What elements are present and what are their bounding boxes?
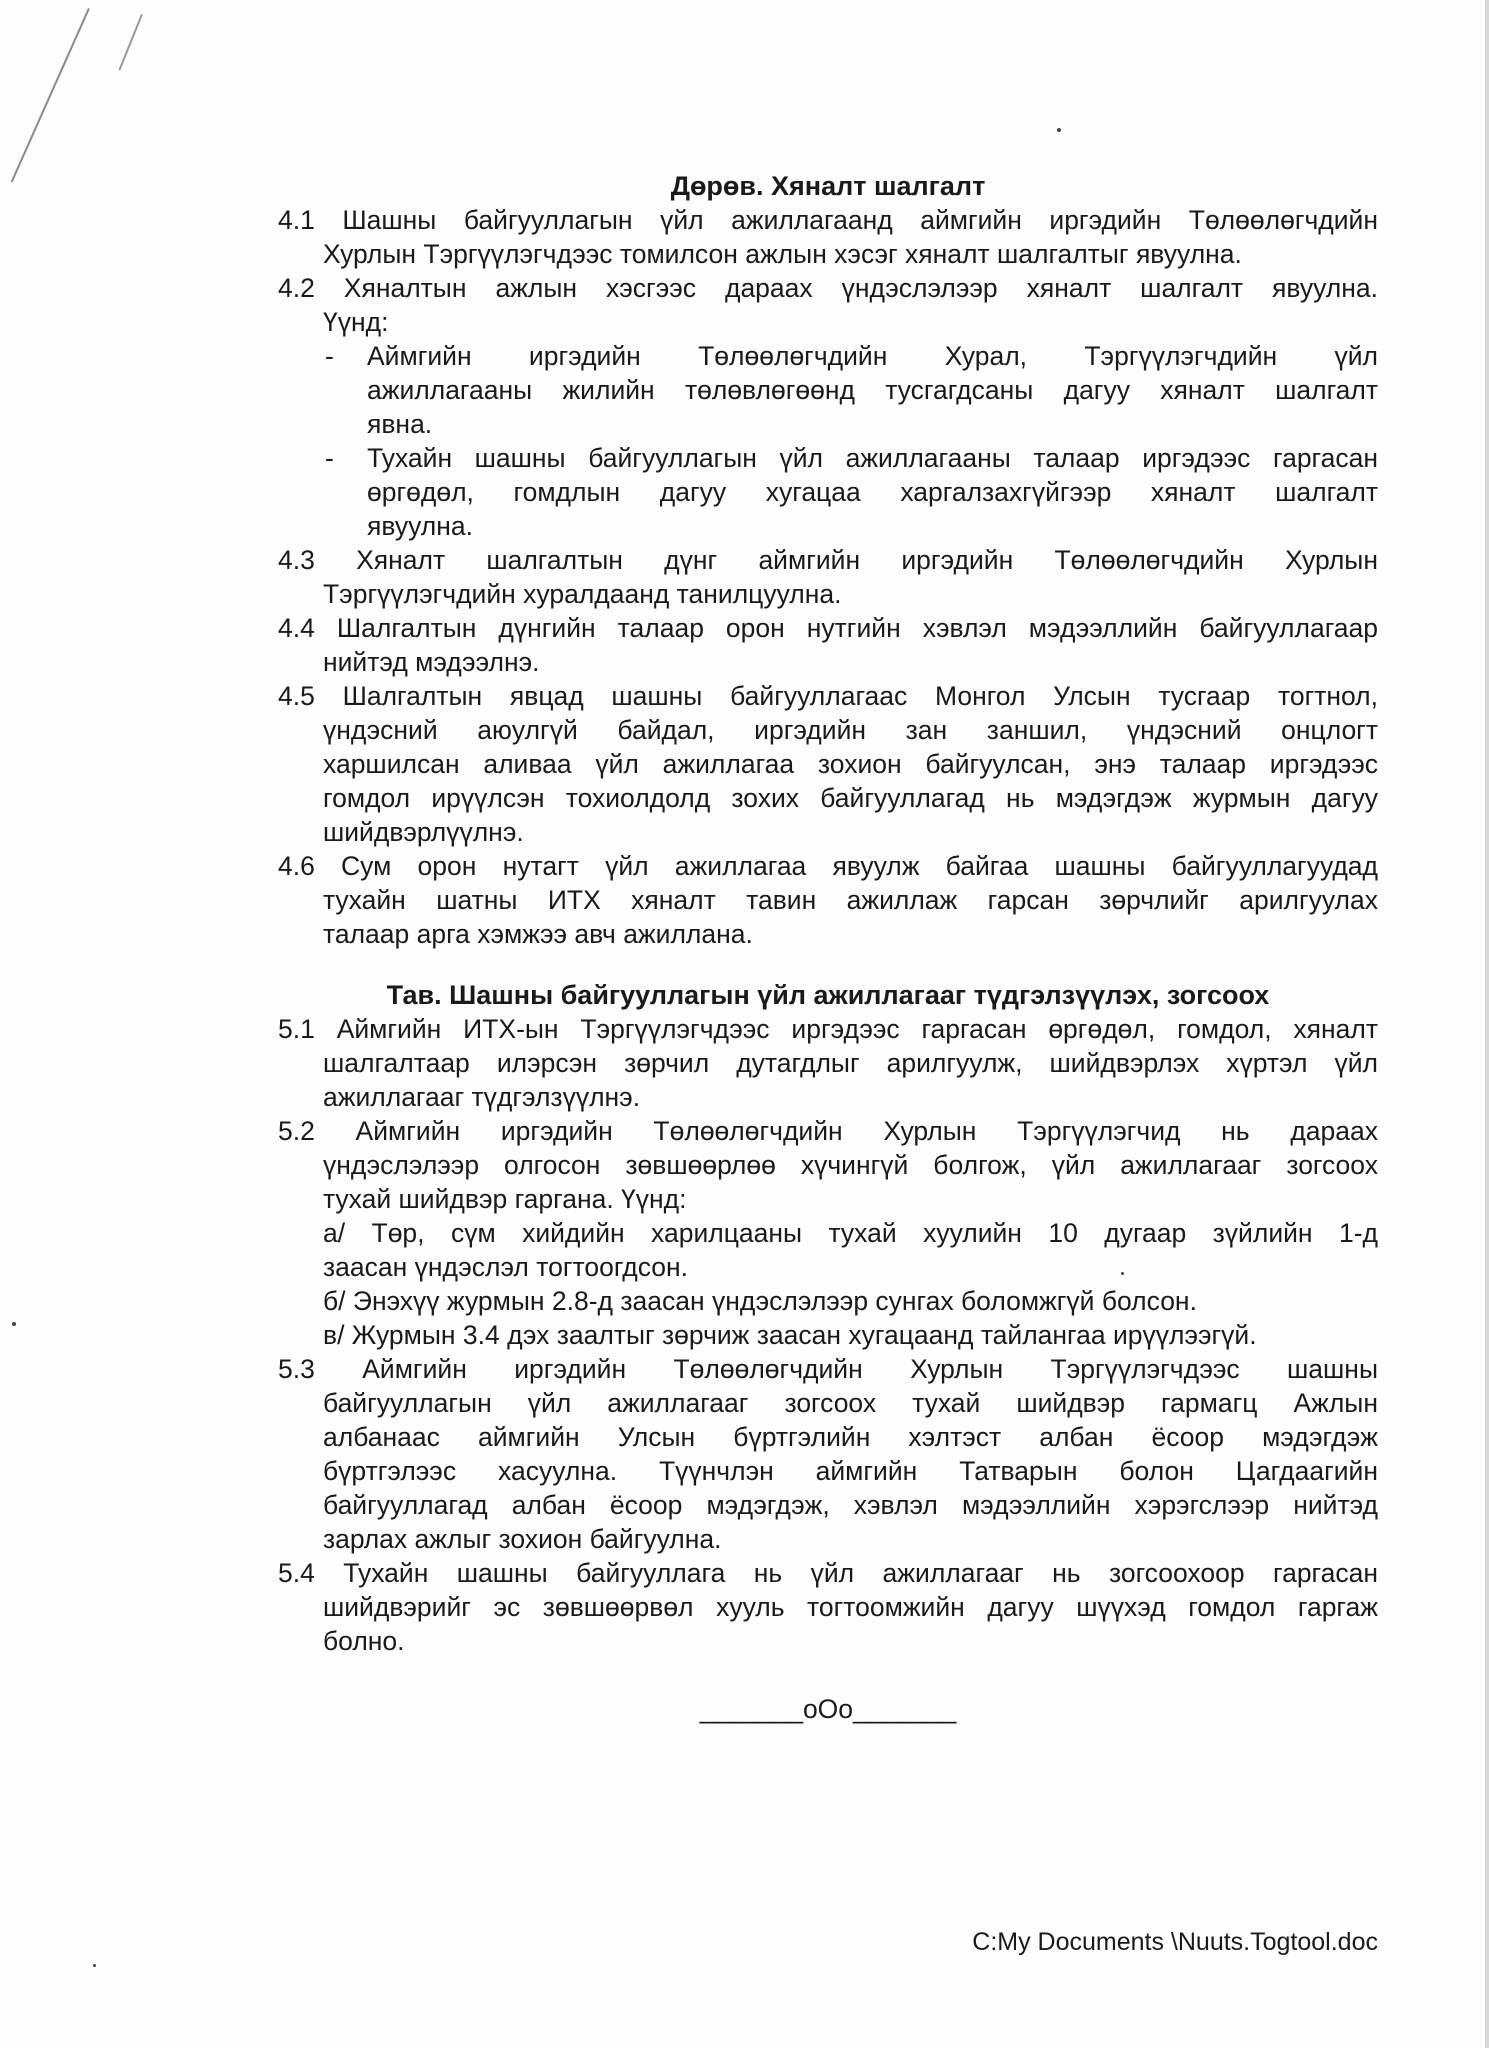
para-5-3-cont: байгууллагад албан ёсоор мэдэгдэж, хэвлэл мэдээллийн хэрэгслээр нийтэд — [323, 1490, 1378, 1520]
para-4-2: 4.2 Хяналтын ажлын хэсгээс дараах үндэслэлээр хяналт шалгалт явуулна. — [278, 273, 1378, 303]
scan-speck — [1121, 1272, 1124, 1275]
bullet-4-2-b-end: явуулна. — [367, 511, 473, 541]
para-4-1-cont: Хурлын Тэргүүлэгчдээс томилсон ажлын хэсэг хяналт шалгалтыг явуулна. — [323, 239, 1242, 269]
item-5-2-b: б/ Энэхүү журмын 2.8-д заасан үндэслэлээр сунгах боломжгүй болсон. — [323, 1286, 1197, 1316]
bullet-dash: - — [325, 341, 334, 371]
para-4-3: 4.3 Хяналт шалгалтын дүнг аймгийн иргэдийн Төлөөлөгчдийн Хурлын — [278, 545, 1378, 575]
bullet-4-2-b: Тухайн шашны байгууллагын үйл ажиллагааны талаар иргэдээс гаргасан — [367, 443, 1378, 473]
para-5-3-cont: байгууллагын үйл ажиллагааг зогсоох тухай шийдвэр гармагц Ажлын — [323, 1388, 1378, 1418]
bullet-4-2-b-cont: өргөдөл, гомдлын дагуу хугацаа харгалзахгүйгээр хяналт шалгалт — [367, 477, 1378, 507]
footer-file-path: C:My Documents \Nuuts.Togtool.doc — [972, 1928, 1378, 1956]
para-5-3-end: зарлах ажлыг зохион байгуулна. — [323, 1524, 722, 1554]
bullet-4-2-a: Аймгийн иргэдийн Төлөөлөгчдийн Хурал, Тэргүүлэгчдийн үйл — [367, 341, 1378, 371]
end-divider: _______oOo_______ — [699, 1694, 957, 1724]
bullet-dash: - — [325, 443, 334, 473]
scan-mark — [119, 14, 143, 70]
item-5-2-a-cont: заасан үндэслэл тогтоогдсон. — [323, 1252, 689, 1282]
para-4-5-end: шийдвэрлүүлнэ. — [323, 817, 524, 847]
section-4-heading: Дөрөв. Хяналт шалгалт — [670, 171, 986, 201]
page-edge — [1485, 0, 1489, 2048]
para-5-4-cont: шийдвэрийг эс зөвшөөрвөл хууль тогтоомжийн дагуу шүүхэд гомдол гаргаж — [323, 1592, 1378, 1622]
para-4-4: 4.4 Шалгалтын дүнгийн талаар орон нутгийн хэвлэл мэдээллийн байгууллагаар — [278, 613, 1378, 643]
scan-speck — [1057, 128, 1061, 132]
para-4-5: 4.5 Шалгалтын явцад шашны байгууллагаас Монгол Улсын тусгаар тогтнол, — [278, 681, 1378, 711]
para-5-1: 5.1 Аймгийн ИТХ-ын Тэргүүлэгчдээс иргэдээс гаргасан өргөдөл, гомдол, хяналт — [278, 1014, 1378, 1044]
section-5-heading: Тав. Шашны байгууллагын үйл ажиллагааг түдгэлзүүлэх, зогсоох — [386, 980, 1270, 1010]
scan-speck — [93, 1964, 96, 1967]
para-5-4: 5.4 Тухайн шашны байгууллага нь үйл ажиллагааг нь зогсоохоор гаргасан — [278, 1558, 1378, 1588]
scan-speck — [12, 1322, 16, 1326]
para-4-6: 4.6 Сум орон нутагт үйл ажиллагаа явуулж байгаа шашны байгууллагуудад — [278, 851, 1378, 881]
bullet-4-2-a-cont: ажиллагааны жилийн төлөвлөгөөнд тусгагдсаны дагуу хяналт шалгалт — [367, 375, 1378, 405]
para-4-3-cont: Тэргүүлэгчдийн хуралдаанд танилцуулна. — [323, 579, 842, 609]
para-4-5-cont: харшилсан аливаа үйл ажиллагаа зохион байгуулсан, энэ талаар иргэдээс — [323, 749, 1378, 779]
para-5-2-cont: үндэслэлээр олгосон зөвшөөрлөө хүчингүй болгож, үйл ажиллагааг зогсоох — [323, 1150, 1378, 1180]
para-4-4-cont: нийтэд мэдээлнэ. — [323, 647, 540, 677]
para-5-3-cont: бүртгэлээс хасуулна. Түүнчлэн аймгийн Татварын болон Цагдаагийн — [323, 1456, 1378, 1486]
para-4-5-cont: гомдол ирүүлсэн тохиолдолд зохих байгууллагад нь мэдэгдэж журмын дагуу — [323, 783, 1378, 813]
para-4-6-end: талаар арга хэмжээ авч ажиллана. — [323, 919, 753, 949]
para-5-4-end: болно. — [323, 1626, 405, 1656]
bullet-4-2-a-end: явна. — [367, 409, 433, 439]
para-5-1-cont: шалгалтаар илэрсэн зөрчил дутагдлыг арилгуулж, шийдвэрлэх хүртэл үйл — [323, 1048, 1378, 1078]
item-5-2-c: в/ Журмын 3.4 дэх заалтыг зөрчиж заасан хугацаанд тайлангаа ирүүлээгүй. — [323, 1320, 1257, 1350]
para-4-6-cont: тухайн шатны ИТХ хяналт тавин ажиллаж гарсан зөрчлийг арилгуулах — [323, 885, 1378, 915]
para-4-5-cont: үндэсний аюулгүй байдал, иргэдийн зан заншил, үндэсний онцлогт — [323, 715, 1378, 745]
para-5-2-end: тухай шийдвэр гаргана. Үүнд: — [323, 1184, 687, 1214]
para-4-2-cont: Үүнд: — [323, 307, 389, 337]
para-5-1-end: ажиллагааг түдгэлзүүлнэ. — [323, 1082, 641, 1112]
para-5-3-cont: албанаас аймгийн Улсын бүртгэлийн хэлтэст албан ёсоор мэдэгдэж — [323, 1422, 1378, 1452]
item-5-2-a: а/ Төр, сүм хийдийн харилцааны тухай хуулийн 10 дугаар зүйлийн 1-д — [323, 1218, 1378, 1248]
para-5-2: 5.2 Аймгийн иргэдийн Төлөөлөгчдийн Хурлын Тэргүүлэгчид нь дараах — [278, 1116, 1378, 1146]
scan-mark — [11, 8, 90, 182]
para-4-1: 4.1 Шашны байгууллагын үйл ажиллагаанд аймгийн иргэдийн Төлөөлөгчдийн — [278, 205, 1378, 235]
para-5-3: 5.3 Аймгийн иргэдийн Төлөөлөгчдийн Хурлын Тэргүүлэгчдээс шашны — [278, 1354, 1378, 1384]
